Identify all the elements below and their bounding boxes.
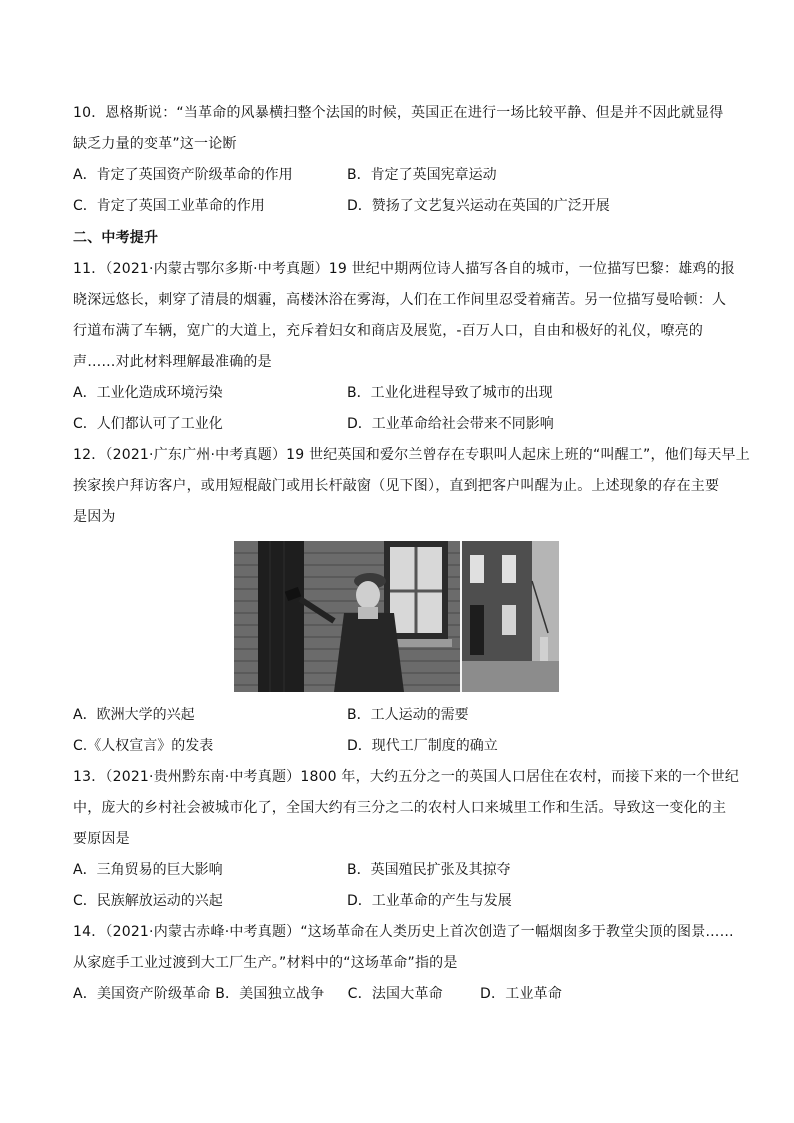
q10-option-b: B．肯定了英国宪章运动 [347, 167, 497, 183]
q13-option-b: B．英国殖民扩张及其掠夺 [347, 862, 511, 878]
q12-option-b: B．工人运动的需要 [347, 707, 469, 723]
q12-option-c: C.《人权宣言》的发表 [73, 738, 214, 754]
q11-stem-line-3: 行道布满了车辆，宽广的大道上，充斥着妇女和商店及展览，-百万人口，自由和极好的礼仪，嘹亮的 [73, 323, 704, 339]
q10-option-c: C．肯定了英国工业革命的作用 [73, 198, 265, 214]
q12-option-d: D．现代工厂制度的确立 [347, 738, 498, 754]
q12-stem-line-1: 12．（2021·广东广州·中考真题）19 世纪英国和爱尔兰曾存在专职叫人起床上班的“叫醒工”，他们每天早上 [73, 447, 750, 463]
q13-option-c: C．民族解放运动的兴起 [73, 893, 223, 909]
q11-stem-line-2: 晓深远悠长，刺穿了清晨的烟霾，高楼沐浴在雾海，人们在工作间里忍受着痛苦。另一位描写曼哈顿：人 [73, 292, 727, 308]
photo-left-illustration [234, 541, 460, 692]
q10-option-d: D．赞扬了文艺复兴运动在英国的广泛开展 [347, 198, 610, 214]
q13-stem-line-2: 中，庞大的乡村社会被城市化了，全国大约有三分之二的农村人口来城里工作和生活。导致这一变化的主 [73, 800, 727, 816]
q10-stem-line-2: 缺乏力量的变革”这一论断 [73, 136, 237, 152]
photo-right-illustration [462, 541, 559, 692]
q10-stem-line-1: 10．恩格斯说：“当革命的风暴横扫整个法国的时候，英国正在进行一场比较平静、但是并不因此就显得 [73, 105, 724, 121]
photo-right-panel [462, 541, 559, 692]
knocker-up-photo [234, 541, 559, 692]
q11-option-c: C．人们都认可了工业化 [73, 416, 223, 432]
q13-stem-line-3: 要原因是 [73, 831, 130, 847]
q11-stem-line-1: 11．（2021·内蒙古鄂尔多斯·中考真题）19 世纪中期两位诗人描写各自的城市，一位描写巴黎：雄鸡的报 [73, 261, 736, 277]
q14-stem-line-1: 14．（2021·内蒙古赤峰·中考真题）“这场革命在人类历史上首次创造了一幅烟囱多于教堂尖顶的图景…… [73, 924, 734, 940]
q12-stem-line-2: 挨家挨户拜访客户，或用短棍敲门或用长杆敲窗（见下图），直到把客户叫醒为止。上述现象的存在主要 [73, 478, 720, 494]
q13-option-a: A．三角贸易的巨大影响 [73, 862, 223, 878]
q12-stem-line-3: 是因为 [73, 509, 116, 525]
section-heading: 二、中考提升 [73, 230, 159, 246]
q11-option-a: A．工业化造成环境污染 [73, 385, 223, 401]
photo-left-panel [234, 541, 460, 692]
q11-option-b: B．工业化进程导致了城市的出现 [347, 385, 553, 401]
q13-stem-line-1: 13．（2021·贵州黔东南·中考真题）1800 年，大约五分之一的英国人口居住在农村，而接下来的一个世纪 [73, 769, 740, 785]
q13-option-d: D．工业革命的产生与发展 [347, 893, 512, 909]
q11-stem-line-4: 声……对此材料理解最准确的是 [73, 354, 272, 370]
q12-option-a: A．欧洲大学的兴起 [73, 707, 195, 723]
q14-stem-line-2: 从家庭手工业过渡到大工厂生产。”材料中的“这场革命”指的是 [73, 955, 458, 971]
q10-option-a: A．肯定了英国资产阶级革命的作用 [73, 167, 293, 183]
q14-options-line: A．美国资产阶级革命 B．美国独立战争 C．法国大革命 D．工业革命 [73, 986, 563, 1002]
q11-option-d: D．工业革命给社会带来不同影响 [347, 416, 554, 432]
